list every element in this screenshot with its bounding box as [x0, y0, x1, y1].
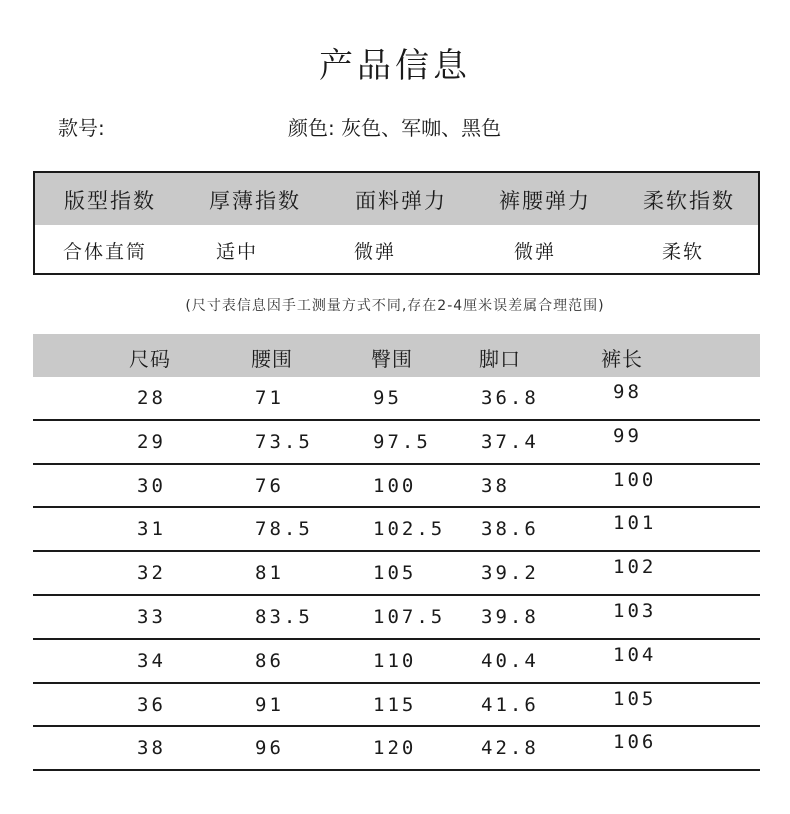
waist-cell: 71 — [255, 387, 284, 409]
leg-opening-cell: 39.2 — [481, 562, 539, 585]
color-label: 颜色: — [288, 116, 335, 140]
length-cell: 99 — [613, 424, 642, 447]
leg-opening-cell: 36.8 — [481, 387, 539, 409]
hip-cell: 105 — [373, 562, 417, 585]
table-row — [33, 596, 760, 640]
size-cell: 28 — [137, 387, 166, 409]
size-header-size: 尺码 — [129, 347, 171, 371]
waist-cell: 91 — [255, 693, 284, 716]
table-row — [33, 421, 760, 465]
attribute-value-softness: 柔软 — [661, 241, 705, 263]
attribute-header-thickness: 厚薄指数 — [209, 189, 301, 213]
length-cell: 105 — [613, 687, 657, 710]
length-cell: 100 — [613, 468, 657, 491]
leg-opening-cell: 38 — [481, 474, 510, 497]
attribute-value-thickness: 适中 — [215, 241, 259, 263]
leg-opening-cell: 42.8 — [481, 737, 539, 760]
waist-cell: 83.5 — [255, 605, 313, 628]
table-row — [33, 508, 760, 552]
hip-cell: 97.5 — [373, 430, 431, 453]
attribute-table — [33, 171, 760, 275]
leg-opening-cell: 40.4 — [481, 649, 539, 672]
size-header-leg-opening: 脚口 — [479, 347, 521, 371]
size-cell: 38 — [137, 737, 166, 760]
waist-cell: 81 — [255, 562, 284, 585]
page-title: 产品信息 — [319, 46, 471, 86]
table-row — [33, 727, 760, 771]
hip-cell: 110 — [373, 649, 417, 672]
size-cell: 34 — [137, 649, 166, 672]
size-header-hip: 臀围 — [371, 347, 413, 371]
attribute-header-waist-stretch: 裤腰弹力 — [499, 189, 591, 213]
table-row — [33, 465, 760, 509]
table-row — [33, 640, 760, 684]
color-value: 灰色、军咖、黑色 — [341, 116, 502, 140]
size-cell: 33 — [137, 605, 166, 628]
size-cell: 31 — [137, 518, 166, 541]
attribute-header-row — [35, 173, 758, 225]
attribute-value-fit: 合体直筒 — [62, 241, 148, 263]
size-cell: 36 — [137, 693, 166, 716]
hip-cell: 102.5 — [373, 518, 446, 541]
size-table-body — [33, 377, 760, 771]
length-cell: 102 — [613, 556, 657, 579]
hip-cell: 95 — [373, 387, 402, 409]
measurement-note: (尺寸表信息因手工测量方式不同,存在2-4厘米误差属合理范围) — [185, 298, 605, 314]
size-cell: 32 — [137, 562, 166, 585]
size-header-waist: 腰围 — [251, 347, 293, 371]
style-number-label: 款号: — [58, 116, 105, 140]
waist-cell: 86 — [255, 649, 284, 672]
leg-opening-cell: 41.6 — [481, 693, 539, 716]
hip-cell: 115 — [373, 693, 417, 716]
size-header-length: 裤长 — [601, 347, 643, 371]
length-cell: 106 — [613, 731, 657, 754]
waist-cell: 96 — [255, 737, 284, 760]
attribute-header-fabric-stretch: 面料弹力 — [355, 189, 447, 213]
leg-opening-cell: 38.6 — [481, 518, 539, 541]
table-row — [33, 377, 760, 421]
size-table-header — [33, 334, 760, 377]
waist-cell: 73.5 — [255, 430, 313, 453]
size-cell: 29 — [137, 430, 166, 453]
attribute-value-waist-stretch: 微弹 — [513, 241, 557, 263]
hip-cell: 107.5 — [373, 605, 446, 628]
table-row — [33, 552, 760, 596]
length-cell: 98 — [613, 381, 642, 403]
attribute-header-softness: 柔软指数 — [643, 189, 735, 213]
leg-opening-cell: 37.4 — [481, 430, 539, 453]
table-row — [33, 684, 760, 728]
length-cell: 103 — [613, 599, 657, 622]
length-cell: 101 — [613, 512, 657, 535]
attribute-header-fit: 版型指数 — [64, 189, 156, 213]
color-info — [288, 112, 501, 141]
waist-cell: 78.5 — [255, 518, 313, 541]
waist-cell: 76 — [255, 474, 284, 497]
size-cell: 30 — [137, 474, 166, 497]
hip-cell: 100 — [373, 474, 417, 497]
leg-opening-cell: 39.8 — [481, 605, 539, 628]
hip-cell: 120 — [373, 737, 417, 760]
attribute-value-fabric-stretch: 微弹 — [353, 241, 397, 263]
length-cell: 104 — [613, 643, 657, 666]
